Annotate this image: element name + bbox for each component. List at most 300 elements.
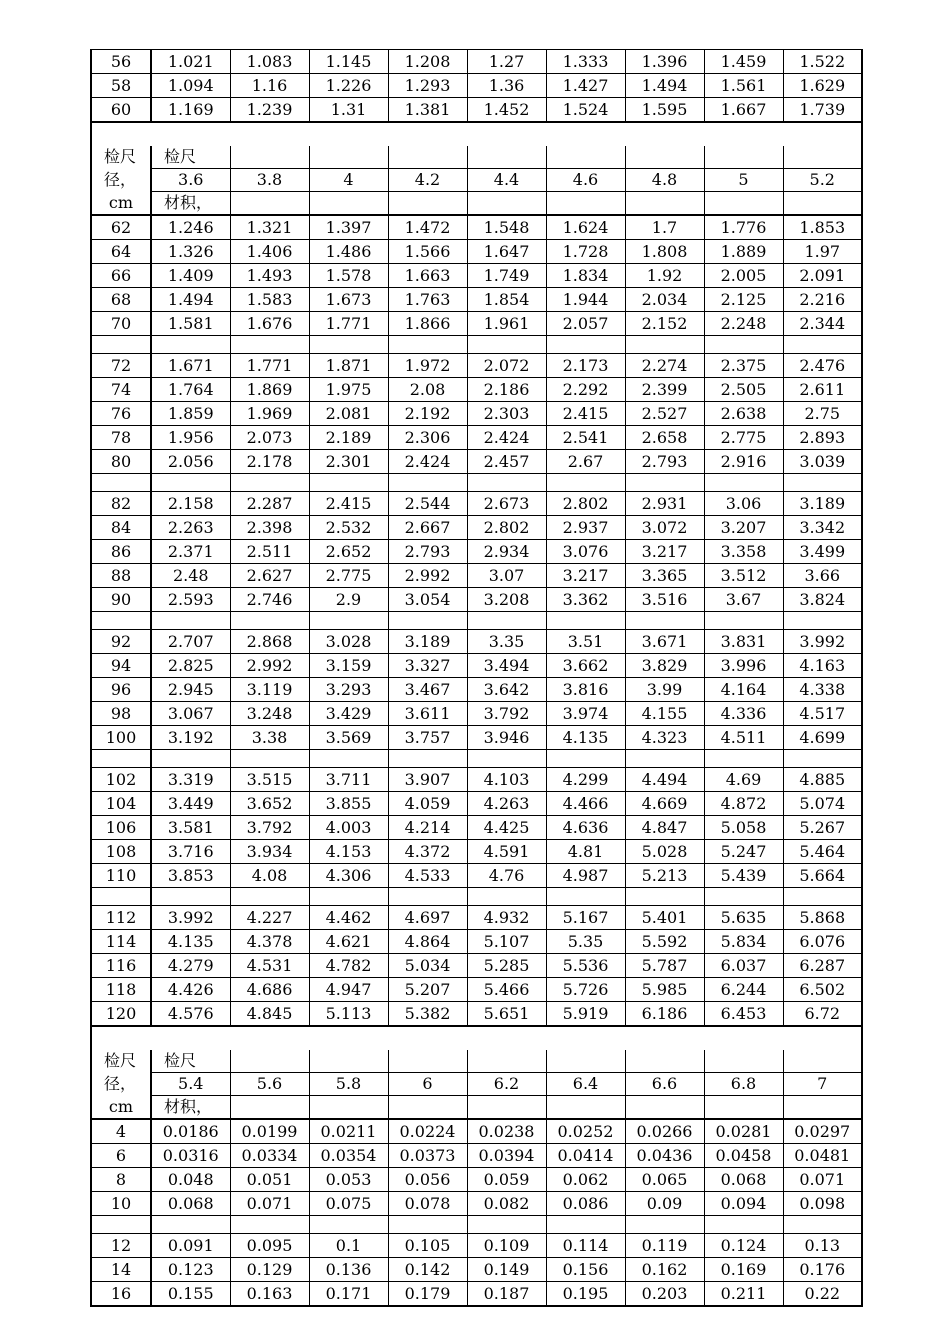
volume-cell: 4.323: [625, 726, 704, 750]
volume-cell: 0.0354: [309, 1144, 388, 1168]
gap-cell: [467, 474, 546, 492]
volume-cell: 1.676: [230, 312, 309, 336]
volume-cell: 4.426: [151, 978, 230, 1002]
volume-cell: 0.056: [388, 1168, 467, 1192]
length-value: 4.2: [388, 169, 467, 192]
volume-cell: 4.135: [546, 726, 625, 750]
volume-cell: 1.866: [388, 312, 467, 336]
volume-cell: 0.136: [309, 1258, 388, 1282]
volume-cell: 3.067: [151, 702, 230, 726]
gap-cell: [309, 888, 388, 906]
volume-cell: 4.531: [230, 954, 309, 978]
diameter-cell: 8: [91, 1168, 151, 1192]
table-row: [91, 354, 862, 378]
volume-cell: 1.246: [151, 215, 230, 240]
volume-cell: 2.868: [230, 630, 309, 654]
volume-cell: 2.057: [546, 312, 625, 336]
header-blank-cell: [230, 192, 309, 216]
volume-cell: 1.321: [230, 215, 309, 240]
volume-cell: 3.159: [309, 654, 388, 678]
gap-cell: [230, 1216, 309, 1234]
volume-cell: 2.793: [625, 450, 704, 474]
header-blank-cell: [388, 146, 467, 169]
volume-cell: 3.119: [230, 678, 309, 702]
volume-cell: 1.749: [467, 264, 546, 288]
length-value: 6.8: [704, 1073, 783, 1096]
gap-cell: [625, 474, 704, 492]
volume-cell: 2.424: [467, 426, 546, 450]
gap-cell: [704, 888, 783, 906]
table-row: [91, 378, 862, 402]
volume-cell: 4.425: [467, 816, 546, 840]
volume-cell: 2.424: [388, 450, 467, 474]
volume-cell: 2.371: [151, 540, 230, 564]
volume-cell: 1.889: [704, 240, 783, 264]
volume-cell: 3.515: [230, 768, 309, 792]
header-blank-cell: [309, 1050, 388, 1073]
volume-cell: 3.757: [388, 726, 467, 750]
diameter-cell: 10: [91, 1192, 151, 1216]
separator-cell: [91, 122, 862, 146]
diameter-cell: 86: [91, 540, 151, 564]
header-blank-cell: [388, 1096, 467, 1120]
volume-cell: 5.868: [783, 906, 862, 930]
volume-cell: 0.0297: [783, 1119, 862, 1144]
volume-cell: 5.074: [783, 792, 862, 816]
volume-cell: 1.083: [230, 50, 309, 74]
volume-cell: 3.189: [388, 630, 467, 654]
volume-cell: 0.075: [309, 1192, 388, 1216]
length-value: 6.4: [546, 1073, 625, 1096]
volume-cell: 1.728: [546, 240, 625, 264]
gap-cell: [309, 1216, 388, 1234]
diameter-cell: 66: [91, 264, 151, 288]
volume-cell: 0.129: [230, 1258, 309, 1282]
volume-cell: 1.459: [704, 50, 783, 74]
diameter-cell: 116: [91, 954, 151, 978]
table-row: [91, 978, 862, 1002]
volume-cell: 0.156: [546, 1258, 625, 1282]
diameter-cell: 80: [91, 450, 151, 474]
gap-cell: [91, 612, 151, 630]
table-row: [91, 492, 862, 516]
gap-cell: [151, 1216, 230, 1234]
volume-cell: 1.871: [309, 354, 388, 378]
gap-cell: [625, 612, 704, 630]
volume-cell: 3.992: [783, 630, 862, 654]
volume-cell: 1.578: [309, 264, 388, 288]
volume-cell: 1.771: [230, 354, 309, 378]
volume-cell: 1.834: [546, 264, 625, 288]
volume-cell: 1.853: [783, 215, 862, 240]
volume-cell: 1.956: [151, 426, 230, 450]
volume-cell: 0.195: [546, 1282, 625, 1307]
volume-cell: 5.167: [546, 906, 625, 930]
volume-cell: 2.937: [546, 516, 625, 540]
volume-cell: 4.466: [546, 792, 625, 816]
gap-cell: [783, 888, 862, 906]
header-row-top: [91, 1050, 862, 1073]
volume-cell: 0.071: [783, 1168, 862, 1192]
volume-cell: 0.149: [467, 1258, 546, 1282]
volume-cell: 0.0238: [467, 1119, 546, 1144]
volume-cell: 2.457: [467, 450, 546, 474]
volume-cell: 1.452: [467, 98, 546, 123]
diameter-cell: 98: [91, 702, 151, 726]
volume-cell: 1.293: [388, 74, 467, 98]
diameter-cell: 92: [91, 630, 151, 654]
header-blank-cell: [467, 1050, 546, 1073]
volume-cell: 1.494: [151, 288, 230, 312]
header-blank-cell: [309, 192, 388, 216]
volume-cell: 2.292: [546, 378, 625, 402]
header-blank-cell: [388, 1050, 467, 1073]
volume-cell: 3.35: [467, 630, 546, 654]
volume-cell: 0.0281: [704, 1119, 783, 1144]
volume-cell: 1.493: [230, 264, 309, 288]
volume-cell: 2.931: [625, 492, 704, 516]
volume-cell: 2.638: [704, 402, 783, 426]
diameter-cell: 100: [91, 726, 151, 750]
volume-cell: 0.098: [783, 1192, 862, 1216]
volume-cell: 4.511: [704, 726, 783, 750]
timber-volume-table: [90, 49, 863, 1307]
volume-cell: 4.699: [783, 726, 862, 750]
length-value: 6: [388, 1073, 467, 1096]
volume-cell: 4.686: [230, 978, 309, 1002]
volume-cell: 4.059: [388, 792, 467, 816]
volume-cell: 0.0186: [151, 1119, 230, 1144]
volume-cell: 1.975: [309, 378, 388, 402]
volume-cell: 5.834: [704, 930, 783, 954]
volume-cell: 5.664: [783, 864, 862, 888]
volume-cell: 5.034: [388, 954, 467, 978]
volume-cell: 3.716: [151, 840, 230, 864]
volume-cell: 1.647: [467, 240, 546, 264]
volume-cell: 3.248: [230, 702, 309, 726]
volume-cell: 4.932: [467, 906, 546, 930]
volume-cell: 3.342: [783, 516, 862, 540]
volume-cell: 2.667: [388, 516, 467, 540]
header-blank-cell: [388, 192, 467, 216]
volume-cell: 4.885: [783, 768, 862, 792]
volume-cell: 3.38: [230, 726, 309, 750]
gap-cell: [91, 474, 151, 492]
diameter-cell: 110: [91, 864, 151, 888]
volume-cell: 3.829: [625, 654, 704, 678]
volume-cell: 5.985: [625, 978, 704, 1002]
volume-cell: 1.581: [151, 312, 230, 336]
volume-cell: 2.893: [783, 426, 862, 450]
table-row: [91, 1002, 862, 1027]
volume-cell: 2.934: [467, 540, 546, 564]
gap-cell: [704, 474, 783, 492]
volume-cell: 1.961: [467, 312, 546, 336]
gap-cell: [151, 750, 230, 768]
table-row: [91, 1144, 862, 1168]
volume-cell: 4.336: [704, 702, 783, 726]
volume-cell: 1.583: [230, 288, 309, 312]
volume-cell: 1.764: [151, 378, 230, 402]
length-value: 5.6: [230, 1073, 309, 1096]
volume-cell: 1.094: [151, 74, 230, 98]
volume-cell: 1.548: [467, 215, 546, 240]
header-blank-cell: [546, 1096, 625, 1120]
length-value: 4.8: [625, 169, 704, 192]
section-separator: [91, 122, 862, 146]
table-row: [91, 450, 862, 474]
volume-cell: 2.192: [388, 402, 467, 426]
table-row: [91, 816, 862, 840]
volume-cell: 2.627: [230, 564, 309, 588]
table-row: [91, 1119, 862, 1144]
volume-cell: 0.1: [309, 1234, 388, 1258]
volume-cell: 3.362: [546, 588, 625, 612]
volume-header-label: 材积，: [151, 192, 230, 216]
volume-cell: 3.07: [467, 564, 546, 588]
header-blank-cell: [230, 1096, 309, 1120]
volume-cell: 3.054: [388, 588, 467, 612]
table-row: [91, 1192, 862, 1216]
gap-cell: [625, 750, 704, 768]
gap-cell: [467, 612, 546, 630]
volume-cell: 1.522: [783, 50, 862, 74]
volume-cell: 3.855: [309, 792, 388, 816]
volume-cell: 2.081: [309, 402, 388, 426]
volume-cell: 1.671: [151, 354, 230, 378]
volume-cell: 0.187: [467, 1282, 546, 1307]
volume-cell: 2.344: [783, 312, 862, 336]
table-row: [91, 426, 862, 450]
volume-header-label: 材积，: [151, 1096, 230, 1120]
volume-cell: 0.22: [783, 1282, 862, 1307]
volume-cell: 2.652: [309, 540, 388, 564]
diameter-header-line1: 检尺: [91, 1050, 151, 1073]
gap-cell: [151, 474, 230, 492]
volume-cell: 3.327: [388, 654, 467, 678]
table-row: [91, 564, 862, 588]
volume-cell: 0.062: [546, 1168, 625, 1192]
volume-cell: 0.13: [783, 1234, 862, 1258]
header-row-top: [91, 146, 862, 169]
length-value: 4.6: [546, 169, 625, 192]
volume-cell: 2.527: [625, 402, 704, 426]
volume-cell: 1.326: [151, 240, 230, 264]
section-separator: [91, 1026, 862, 1050]
group-gap-row: [91, 336, 862, 354]
header-blank-cell: [546, 1050, 625, 1073]
volume-cell: 6.72: [783, 1002, 862, 1027]
volume-cell: 3.467: [388, 678, 467, 702]
gap-cell: [625, 1216, 704, 1234]
volume-cell: 3.217: [625, 540, 704, 564]
volume-cell: 4.69: [704, 768, 783, 792]
length-value: 5.8: [309, 1073, 388, 1096]
table-row: [91, 540, 862, 564]
header-blank-cell: [625, 192, 704, 216]
volume-cell: 5.247: [704, 840, 783, 864]
volume-cell: 4.338: [783, 678, 862, 702]
diameter-cell: 112: [91, 906, 151, 930]
volume-cell: 2.248: [704, 312, 783, 336]
diameter-cell: 72: [91, 354, 151, 378]
volume-cell: 3.208: [467, 588, 546, 612]
volume-cell: 0.119: [625, 1234, 704, 1258]
gap-cell: [151, 336, 230, 354]
volume-cell: 1.396: [625, 50, 704, 74]
group-gap-row: [91, 1216, 862, 1234]
volume-cell: 2.673: [467, 492, 546, 516]
table-row: [91, 678, 862, 702]
volume-cell: 0.0373: [388, 1144, 467, 1168]
volume-cell: 4.76: [467, 864, 546, 888]
volume-cell: 5.207: [388, 978, 467, 1002]
table-row: [91, 954, 862, 978]
length-value: 6.2: [467, 1073, 546, 1096]
volume-cell: 3.512: [704, 564, 783, 588]
volume-table-sheet: [90, 49, 862, 1307]
volume-cell: 3.792: [230, 816, 309, 840]
volume-cell: 2.67: [546, 450, 625, 474]
table-row: [91, 288, 862, 312]
volume-cell: 0.048: [151, 1168, 230, 1192]
volume-cell: 2.802: [467, 516, 546, 540]
gap-cell: [151, 888, 230, 906]
volume-cell: 0.059: [467, 1168, 546, 1192]
volume-cell: 1.869: [230, 378, 309, 402]
gap-cell: [704, 612, 783, 630]
header-blank-cell: [546, 192, 625, 216]
header-blank-cell: [783, 1096, 862, 1120]
volume-cell: 3.358: [704, 540, 783, 564]
volume-cell: 1.859: [151, 402, 230, 426]
volume-cell: 0.068: [151, 1192, 230, 1216]
diameter-cell: 16: [91, 1282, 151, 1307]
diameter-cell: 6: [91, 1144, 151, 1168]
volume-cell: 4.135: [151, 930, 230, 954]
volume-cell: 3.996: [704, 654, 783, 678]
gap-cell: [230, 888, 309, 906]
volume-cell: 2.125: [704, 288, 783, 312]
volume-cell: 1.169: [151, 98, 230, 123]
volume-cell: 5.919: [546, 1002, 625, 1027]
volume-cell: 5.466: [467, 978, 546, 1002]
volume-cell: 0.171: [309, 1282, 388, 1307]
volume-cell: 2.415: [546, 402, 625, 426]
gap-cell: [467, 750, 546, 768]
volume-cell: 1.427: [546, 74, 625, 98]
volume-cell: 1.7: [625, 215, 704, 240]
gap-cell: [151, 612, 230, 630]
volume-cell: 0.095: [230, 1234, 309, 1258]
volume-cell: 3.831: [704, 630, 783, 654]
volume-cell: 1.566: [388, 240, 467, 264]
gap-cell: [91, 1216, 151, 1234]
header-blank-cell: [546, 146, 625, 169]
volume-cell: 0.0481: [783, 1144, 862, 1168]
diameter-cell: 12: [91, 1234, 151, 1258]
volume-cell: 2.75: [783, 402, 862, 426]
table-row: [91, 516, 862, 540]
diameter-cell: 108: [91, 840, 151, 864]
diameter-cell: 58: [91, 74, 151, 98]
volume-cell: 2.544: [388, 492, 467, 516]
diameter-cell: 120: [91, 1002, 151, 1027]
gap-cell: [783, 1216, 862, 1234]
length-value: 3.8: [230, 169, 309, 192]
volume-cell: 1.763: [388, 288, 467, 312]
volume-cell: 3.611: [388, 702, 467, 726]
volume-cell: 6.244: [704, 978, 783, 1002]
volume-cell: 2.707: [151, 630, 230, 654]
volume-cell: 2.186: [467, 378, 546, 402]
volume-cell: 1.624: [546, 215, 625, 240]
volume-cell: 1.208: [388, 50, 467, 74]
volume-cell: 0.0252: [546, 1119, 625, 1144]
table-row: [91, 906, 862, 930]
volume-cell: 5.651: [467, 1002, 546, 1027]
gap-cell: [467, 1216, 546, 1234]
length-value: 4: [309, 169, 388, 192]
volume-cell: 0.142: [388, 1258, 467, 1282]
volume-cell: 1.595: [625, 98, 704, 123]
diameter-cell: 76: [91, 402, 151, 426]
volume-cell: 5.285: [467, 954, 546, 978]
volume-cell: 0.0316: [151, 1144, 230, 1168]
gap-cell: [783, 474, 862, 492]
gap-cell: [546, 336, 625, 354]
volume-cell: 3.569: [309, 726, 388, 750]
volume-cell: 2.287: [230, 492, 309, 516]
volume-cell: 2.152: [625, 312, 704, 336]
volume-cell: 4.306: [309, 864, 388, 888]
diameter-cell: 114: [91, 930, 151, 954]
volume-cell: 2.916: [704, 450, 783, 474]
volume-cell: 2.611: [783, 378, 862, 402]
volume-cell: 3.792: [467, 702, 546, 726]
volume-cell: 2.541: [546, 426, 625, 450]
volume-cell: 1.31: [309, 98, 388, 123]
volume-cell: 0.0458: [704, 1144, 783, 1168]
gap-cell: [467, 888, 546, 906]
volume-cell: 4.372: [388, 840, 467, 864]
header-blank-cell: [467, 192, 546, 216]
volume-cell: 2.375: [704, 354, 783, 378]
table-row: [91, 402, 862, 426]
volume-cell: 1.561: [704, 74, 783, 98]
volume-cell: 0.0266: [625, 1119, 704, 1144]
diameter-cell: 94: [91, 654, 151, 678]
volume-cell: 2.178: [230, 450, 309, 474]
header-blank-cell: [625, 146, 704, 169]
header-row-bottom: [91, 192, 862, 216]
header-row-bottom: [91, 1096, 862, 1120]
volume-cell: 4.517: [783, 702, 862, 726]
volume-cell: 1.97: [783, 240, 862, 264]
volume-cell: 4.947: [309, 978, 388, 1002]
volume-cell: 0.086: [546, 1192, 625, 1216]
table-row: [91, 240, 862, 264]
table-row: [91, 654, 862, 678]
volume-cell: 5.35: [546, 930, 625, 954]
volume-cell: 1.667: [704, 98, 783, 123]
volume-cell: 0.162: [625, 1258, 704, 1282]
volume-cell: 1.673: [309, 288, 388, 312]
diameter-cell: 82: [91, 492, 151, 516]
header-blank-cell: [309, 146, 388, 169]
table-row: [91, 726, 862, 750]
gap-cell: [546, 1216, 625, 1234]
